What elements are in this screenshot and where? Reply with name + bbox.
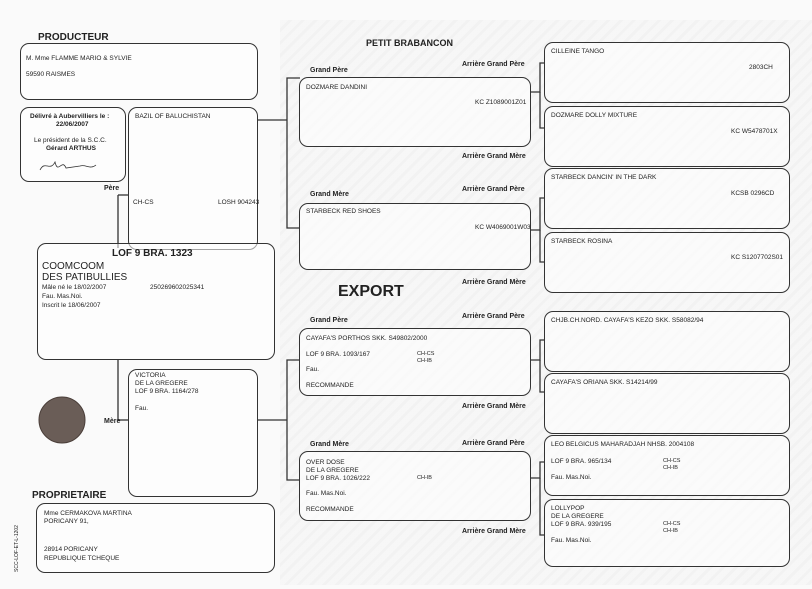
president-name: Gérard ARTHUS — [46, 145, 96, 152]
mgf-titles-2: CH-IB — [417, 358, 432, 364]
agm-label-3: Arrière Grand Mère — [462, 403, 526, 410]
ggp-1-name: CILLEINE TANGO — [551, 48, 605, 55]
export-stamp: EXPORT — [338, 283, 404, 300]
pgf-reg: KC Z1089001Z01 — [475, 99, 527, 106]
mgm-name-2: DE LA GREGERE — [306, 467, 359, 474]
delivery-date: 22/06/2007 — [56, 121, 89, 128]
agm-label-4: Arrière Grand Mère — [462, 528, 526, 535]
producer-name: M. Mme FLAMME MARIO & SYLVIE — [26, 55, 132, 62]
ggp-8-name: LOLLYPOP — [551, 505, 585, 512]
side-form-code: SCC-LOF-ET-L-1202 — [14, 525, 20, 572]
agp-label-1: Arrière Grand Père — [462, 61, 525, 68]
ggp-3-name: STARBECK DANCIN' IN THE DARK — [551, 174, 657, 181]
mgf-name: CAYAFA'S PORTHOS SKK. S49802/2000 — [306, 335, 428, 342]
ggp-7-name: LEO BELGICUS MAHARADJAH NHSB. 2004108 — [551, 441, 695, 448]
mgf-reg: LOF 9 BRA. 1093/167 — [306, 351, 370, 358]
ggp-8-name-2: DE LA GREGERE — [551, 513, 604, 520]
subject-color: Fau. Mas.Noi. — [42, 293, 83, 300]
mother-name-1: VICTORIA — [135, 372, 166, 379]
subject-chip: 250269602025341 — [150, 284, 205, 291]
mere-label: Mère — [104, 418, 121, 425]
father-box — [128, 107, 258, 250]
subject-name-1: COOMCOOM — [42, 261, 105, 272]
producer-city: 59590 RAISMES — [26, 71, 76, 78]
agp-label-4: Arrière Grand Père — [462, 440, 525, 447]
owner-city: 28914 PORICANY — [44, 546, 98, 553]
pgm-reg: KC W4069001W03 — [475, 224, 531, 231]
subject-lof: LOF 9 BRA. 1323 — [112, 248, 193, 259]
ggp-7-titles-1: CH-CS — [663, 458, 681, 464]
ggp-8-color: Fau. Mas.Noi. — [551, 537, 592, 544]
ggp-8-titles-1: CH-CS — [663, 521, 681, 527]
mgm-note: RECOMMANDE — [306, 506, 354, 513]
mother-color: Fau. — [135, 405, 149, 412]
mgf-note: RECOMMANDE — [306, 382, 354, 389]
agp-label-3: Arrière Grand Père — [462, 313, 525, 320]
father-name: BAZIL OF BALUCHISTAN — [135, 113, 211, 120]
grand-pere-label-1: Grand Père — [310, 67, 348, 74]
agp-label-2: Arrière Grand Père — [462, 186, 525, 193]
pgf-name: DOZMARE DANDINI — [306, 84, 368, 91]
agm-label-1: Arrière Grand Mère — [462, 153, 526, 160]
father-title: CH-CS — [133, 199, 154, 206]
mother-name-2: DE LA GREGERE — [135, 380, 188, 387]
mgm-title: CH-IB — [417, 475, 432, 481]
owner-street: PORICANY 91, — [44, 518, 89, 525]
pgm-name: STARBECK RED SHOES — [306, 208, 381, 215]
ggp-8-reg: LOF 9 BRA. 939/195 — [551, 521, 612, 528]
subject-birth: Mâle né le 18/02/2007 — [42, 284, 107, 291]
president-title: Le président de la S.C.C. — [34, 137, 107, 144]
ggp-7-titles-2: CH-IB — [663, 465, 678, 471]
mgf-titles-1: CH-CS — [417, 351, 435, 357]
mgf-color: Fau. — [306, 366, 320, 373]
subject-inscription: Inscrit le 18/06/2007 — [42, 302, 101, 309]
mother-reg: LOF 9 BRA. 1164/278 — [135, 388, 199, 395]
ggp-7-color: Fau. Mas.Noi. — [551, 474, 592, 481]
ggp-3-reg: KCSB 0296CD — [731, 190, 775, 197]
owner-name: Mme CERMAKOVA MARTINA — [44, 510, 132, 517]
ggp-4-name: STARBECK ROSINA — [551, 238, 613, 245]
grand-mere-label-1: Grand Mère — [310, 191, 349, 198]
grand-pere-label-2: Grand Père — [310, 317, 348, 324]
ggp-8-titles-2: CH-IB — [663, 528, 678, 534]
ggp-5-name: CHJB.CH.NORD. CAYAFA'S KEZO SKK. S58082/94 — [551, 317, 704, 324]
mgm-color: Fau. Mas.Noi. — [306, 490, 347, 497]
mgm-reg: LOF 9 BRA. 1026/222 — [306, 475, 370, 482]
owner-country: REPUBLIQUE TCHEQUE — [44, 555, 120, 562]
ggp-6-name: CAYAFA'S ORIANA SKK. S14214/99 — [551, 379, 658, 386]
subject-name-2: DES PATIBULLIES — [42, 272, 128, 283]
father-reg: LOSH 904243 — [218, 199, 260, 206]
pere-label: Père — [104, 185, 120, 192]
grand-mere-label-2: Grand Mère — [310, 441, 349, 448]
mgm-name-1: OVER DOSE — [306, 459, 345, 466]
breed-heading: PETIT BRABANCON — [366, 38, 453, 48]
ggp-4-reg: KC S1207702S01 — [731, 254, 784, 261]
ggp-1-reg: 2803CH — [749, 64, 773, 71]
ggp-7-reg: LOF 9 BRA. 965/134 — [551, 458, 612, 465]
delivery-place: Délivré à Aubervilliers le : — [30, 113, 110, 120]
producteur-heading: PRODUCTEUR — [38, 32, 109, 43]
ggp-2-name: DOZMARE DOLLY MIXTURE — [551, 112, 638, 119]
agm-label-2: Arrière Grand Mère — [462, 279, 526, 286]
proprietaire-heading: PROPRIETAIRE — [32, 490, 107, 501]
ggp-2-reg: KC W5478701X — [731, 128, 778, 135]
